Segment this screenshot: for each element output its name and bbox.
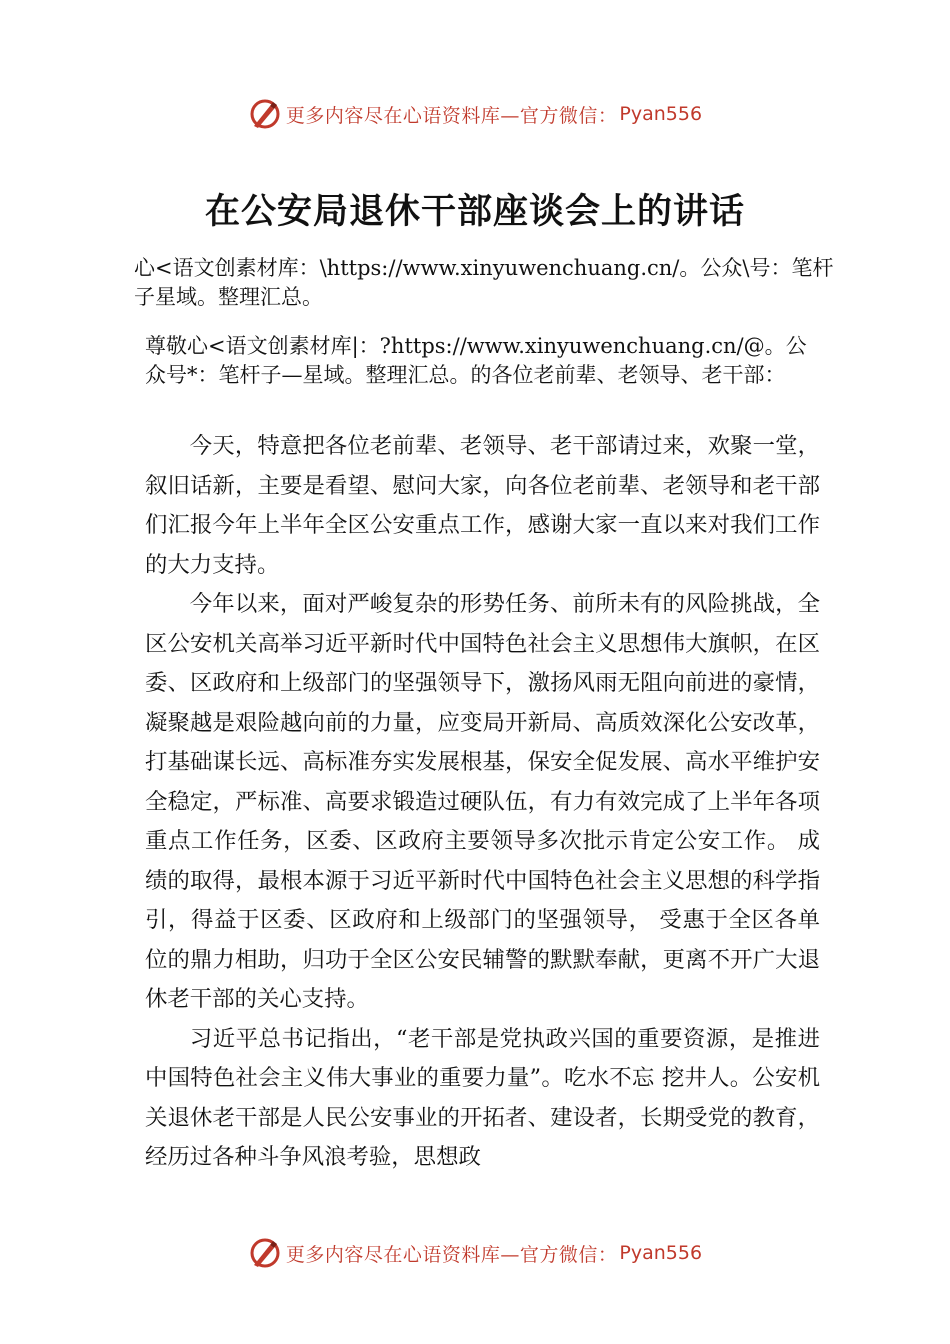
paragraph-3: 习近平总书记指出，“老干部是党执政兴国的重要资源，是推进中国特色社会主义伟大事业的重要力量”。吃水不忘 挖井人。公安机关退休老干部是人民公安事业的开拓者、建设者，长期受党的教育，经历过各种斗争风浪考验，思想政 [145, 1025, 820, 1170]
pen-logo-icon [248, 1236, 282, 1270]
body-text [145, 427, 820, 1178]
footer-banner [0, 1233, 950, 1273]
banner-wechat-id: Pyan556 [619, 1242, 703, 1264]
banner-wechat-id: Pyan556 [619, 103, 703, 125]
source-line: 心<语文创素材库：\https://www.xinyuwenchuang.cn/。公众\号：笔杆子星域。整理汇总。 [134, 256, 834, 309]
banner-text: 更多内容尽在心语资料库—官方微信： [285, 104, 618, 127]
banner-text: 更多内容尽在心语资料库—官方微信： [285, 1243, 618, 1266]
pen-logo-icon [248, 97, 282, 131]
paragraph-1: 今天，特意把各位老前辈、老领导、老干部请过来，欢聚一堂，叙旧话新，主要是看望、慰问大家，向各位老前辈、老领导和老干部们汇报今年上半年全区公安重点工作，感谢大家一直以来对我们工作的大力支持。 [145, 433, 820, 578]
paragraph-2: 今年以来，面对严峻复杂的形势任务、前所未有的风险挑战，全区公安机关高举习近平新时代中国特色社会主义思想伟大旗帜，在区委、区政府和上级部门的坚强领导下，激扬风雨无阻向前进的豪情，凝聚越是艰险越向前的力量，应变局开新局、高质效深化公安改革，打基础谋长远、高标准夯实发展根基，保安全促发展、高水平维护安全稳定，严标准、高要求锻造过硬队伍，有力有效完成了上半年各项重点工作任务，区委、区政府主要领导多次批示肯定公安工作。 成绩的取得，最根本源于习近平新时代中国特色社会主义思想的科学指引，得益于区委、区政府和上级部门的坚强领导， 受惠于全区各单位的鼎力相助，归功于全区公安民辅警的默默奉献，更离不开广大退休老干部的关心支持。 [145, 591, 820, 1012]
document-title: 在公安局退休干部座谈会上的讲话 [204, 191, 745, 232]
header-banner [0, 94, 950, 134]
salutation: 尊敬心<语文创素材库|：?https://www.xinyuwenchuang.cn/@。公众号*：笔杆子—星域。整理汇总。的各位老前辈、老领导、老干部： [145, 334, 807, 387]
